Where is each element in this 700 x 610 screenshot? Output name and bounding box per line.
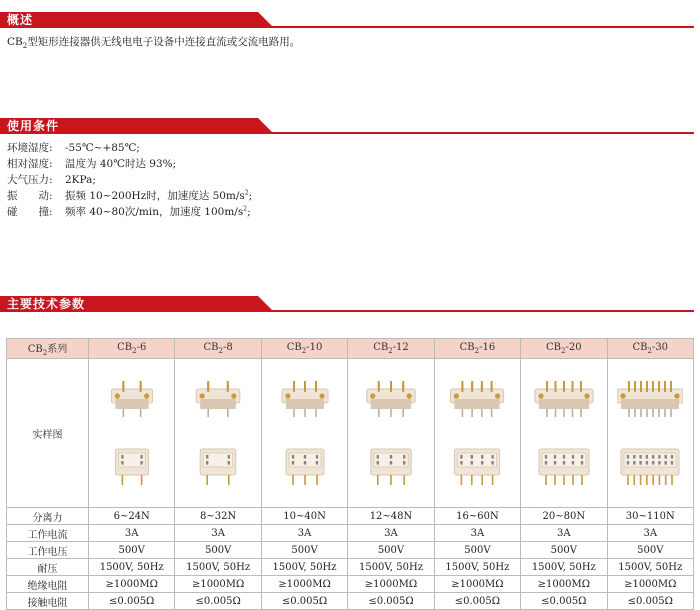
spec-cell: 3A xyxy=(434,525,520,542)
condition-value: 2KPa; xyxy=(65,174,96,186)
photo-cell xyxy=(261,359,347,508)
spec-row xyxy=(7,576,694,593)
spec-cell: 3A xyxy=(89,525,175,542)
condition-superscript: 2 xyxy=(243,205,248,213)
model-header: $CB_2-8$ xyxy=(175,339,261,359)
spec-cell: ≤0.005Ω xyxy=(348,593,434,610)
photo-cell xyxy=(607,359,693,508)
plug-connector-photo xyxy=(99,373,165,419)
model-header: $CB_2-12$ xyxy=(348,339,434,359)
photo-cell xyxy=(89,359,175,508)
spec-cell: ≥1000MΩ xyxy=(348,576,434,593)
spec-row xyxy=(7,593,694,610)
spec-cell: ≥1000MΩ xyxy=(261,576,347,593)
plug-connector-photo xyxy=(444,373,510,419)
condition-row xyxy=(7,204,251,220)
spec-cell: 500V xyxy=(521,542,607,559)
specs-body xyxy=(7,359,694,610)
spec-cell: 500V xyxy=(261,542,347,559)
condition-label: 相对湿度: xyxy=(7,158,53,170)
section-tab xyxy=(0,12,274,28)
condition-row xyxy=(7,140,140,156)
spec-cell: 500V xyxy=(175,542,261,559)
section-header-specs xyxy=(0,296,700,312)
photo-cell xyxy=(348,359,434,508)
spec-cell: 1500V, 50Hz xyxy=(434,559,520,576)
section-title-conditions: 使用条件 xyxy=(7,119,60,133)
spec-cell: 20~80N xyxy=(521,508,607,525)
section-rule xyxy=(260,132,694,134)
spec-cell: 6~24N xyxy=(89,508,175,525)
plug-connector-photo xyxy=(358,373,424,419)
plug-connector-photo xyxy=(531,373,597,419)
model-header: $CB_2-30$ xyxy=(607,339,693,359)
section-rule xyxy=(260,26,694,28)
condition-value: -55℃~+85℃; xyxy=(65,142,140,154)
spec-cell: 8~32N xyxy=(175,508,261,525)
spec-cell: ≥1000MΩ xyxy=(89,576,175,593)
spec-cell: ≤0.005Ω xyxy=(521,593,607,610)
photo-row-label: 实样图 xyxy=(7,359,89,508)
condition-value: 振频 10~200Hz时，加速度达 50m/s xyxy=(65,190,245,202)
spec-cell: 3A xyxy=(261,525,347,542)
photo-row xyxy=(7,359,694,508)
photo-cell xyxy=(175,359,261,508)
condition-value: 温度为 40℃时达 93%; xyxy=(65,158,177,170)
spec-row-label: 分离力 xyxy=(7,508,89,525)
photo-cell xyxy=(521,359,607,508)
condition-tail: ; xyxy=(247,206,251,218)
spec-cell: ≤0.005Ω xyxy=(89,593,175,610)
spec-cell: 1500V, 50Hz xyxy=(521,559,607,576)
socket-connector-photo xyxy=(444,441,510,489)
spec-cell: ≥1000MΩ xyxy=(521,576,607,593)
plug-connector-photo xyxy=(617,373,683,419)
spec-cell: ≥1000MΩ xyxy=(434,576,520,593)
socket-connector-photo xyxy=(272,441,338,489)
spec-cell: 30~110N xyxy=(607,508,693,525)
socket-connector-photo xyxy=(99,441,165,489)
specs-table xyxy=(6,338,694,610)
section-title-overview: 概述 xyxy=(7,13,34,27)
spec-row xyxy=(7,542,694,559)
condition-label: 大气压力: xyxy=(7,174,53,186)
spec-row-label: 绝缘电阻 xyxy=(7,576,89,593)
spec-cell: 3A xyxy=(175,525,261,542)
spec-cell: 1500V, 50Hz xyxy=(348,559,434,576)
spec-cell: 3A xyxy=(521,525,607,542)
condition-label: 振 动: xyxy=(7,190,53,202)
spec-row-label: 耐压 xyxy=(7,559,89,576)
condition-value: 频率 40~80次/min，加速度 100m/s xyxy=(65,206,244,218)
spec-cell: 1500V, 50Hz xyxy=(89,559,175,576)
plug-connector-photo xyxy=(185,373,251,419)
spec-cell: 1500V, 50Hz xyxy=(261,559,347,576)
spec-cell: ≥1000MΩ xyxy=(607,576,693,593)
model-header: $CB_2-6$ xyxy=(89,339,175,359)
spec-cell: 3A xyxy=(607,525,693,542)
spec-row-label: 工作电压 xyxy=(7,542,89,559)
condition-row xyxy=(7,188,252,204)
spec-cell: 500V xyxy=(434,542,520,559)
spec-row-label: 工作电流 xyxy=(7,525,89,542)
header-series-label: $CB_2$系列 xyxy=(7,339,89,359)
section-header-conditions xyxy=(0,118,700,134)
section-header-overview xyxy=(0,12,700,28)
overview-text: $CB_2$型矩形连接器供无线电电子设备中连接直流或交流电路用。 xyxy=(7,36,301,51)
condition-tail: ; xyxy=(248,190,253,202)
spec-cell: 10~40N xyxy=(261,508,347,525)
spec-cell: 3A xyxy=(348,525,434,542)
spec-row xyxy=(7,559,694,576)
condition-superscript: 2 xyxy=(244,189,249,197)
condition-label: 环境湿度: xyxy=(7,142,53,154)
spec-row xyxy=(7,525,694,542)
spec-cell: ≤0.005Ω xyxy=(261,593,347,610)
spec-cell: 1500V, 50Hz xyxy=(607,559,693,576)
specs-header-row xyxy=(7,339,694,359)
photo-cell xyxy=(434,359,520,508)
condition-row xyxy=(7,156,176,172)
condition-row xyxy=(7,172,96,188)
spec-row-label: 接触电阻 xyxy=(7,593,89,610)
spec-cell: ≤0.005Ω xyxy=(175,593,261,610)
model-header: $CB_2-10$ xyxy=(261,339,347,359)
spec-cell: ≥1000MΩ xyxy=(175,576,261,593)
spec-cell: 1500V, 50Hz xyxy=(175,559,261,576)
spec-cell: 500V xyxy=(348,542,434,559)
socket-connector-photo xyxy=(358,441,424,489)
section-rule xyxy=(260,310,694,312)
section-title-specs: 主要技术参数 xyxy=(7,297,86,311)
spec-cell: 12~48N xyxy=(348,508,434,525)
spec-cell: ≤0.005Ω xyxy=(607,593,693,610)
model-header: $CB_2-20$ xyxy=(521,339,607,359)
spec-cell: 500V xyxy=(607,542,693,559)
spec-cell: 500V xyxy=(89,542,175,559)
spec-cell: ≤0.005Ω xyxy=(434,593,520,610)
socket-connector-photo xyxy=(185,441,251,489)
spec-row xyxy=(7,508,694,525)
socket-connector-photo xyxy=(617,441,683,489)
socket-connector-photo xyxy=(531,441,597,489)
condition-label: 碰 撞: xyxy=(7,206,53,218)
spec-cell: 16~60N xyxy=(434,508,520,525)
model-header: $CB_2-16$ xyxy=(434,339,520,359)
plug-connector-photo xyxy=(272,373,338,419)
